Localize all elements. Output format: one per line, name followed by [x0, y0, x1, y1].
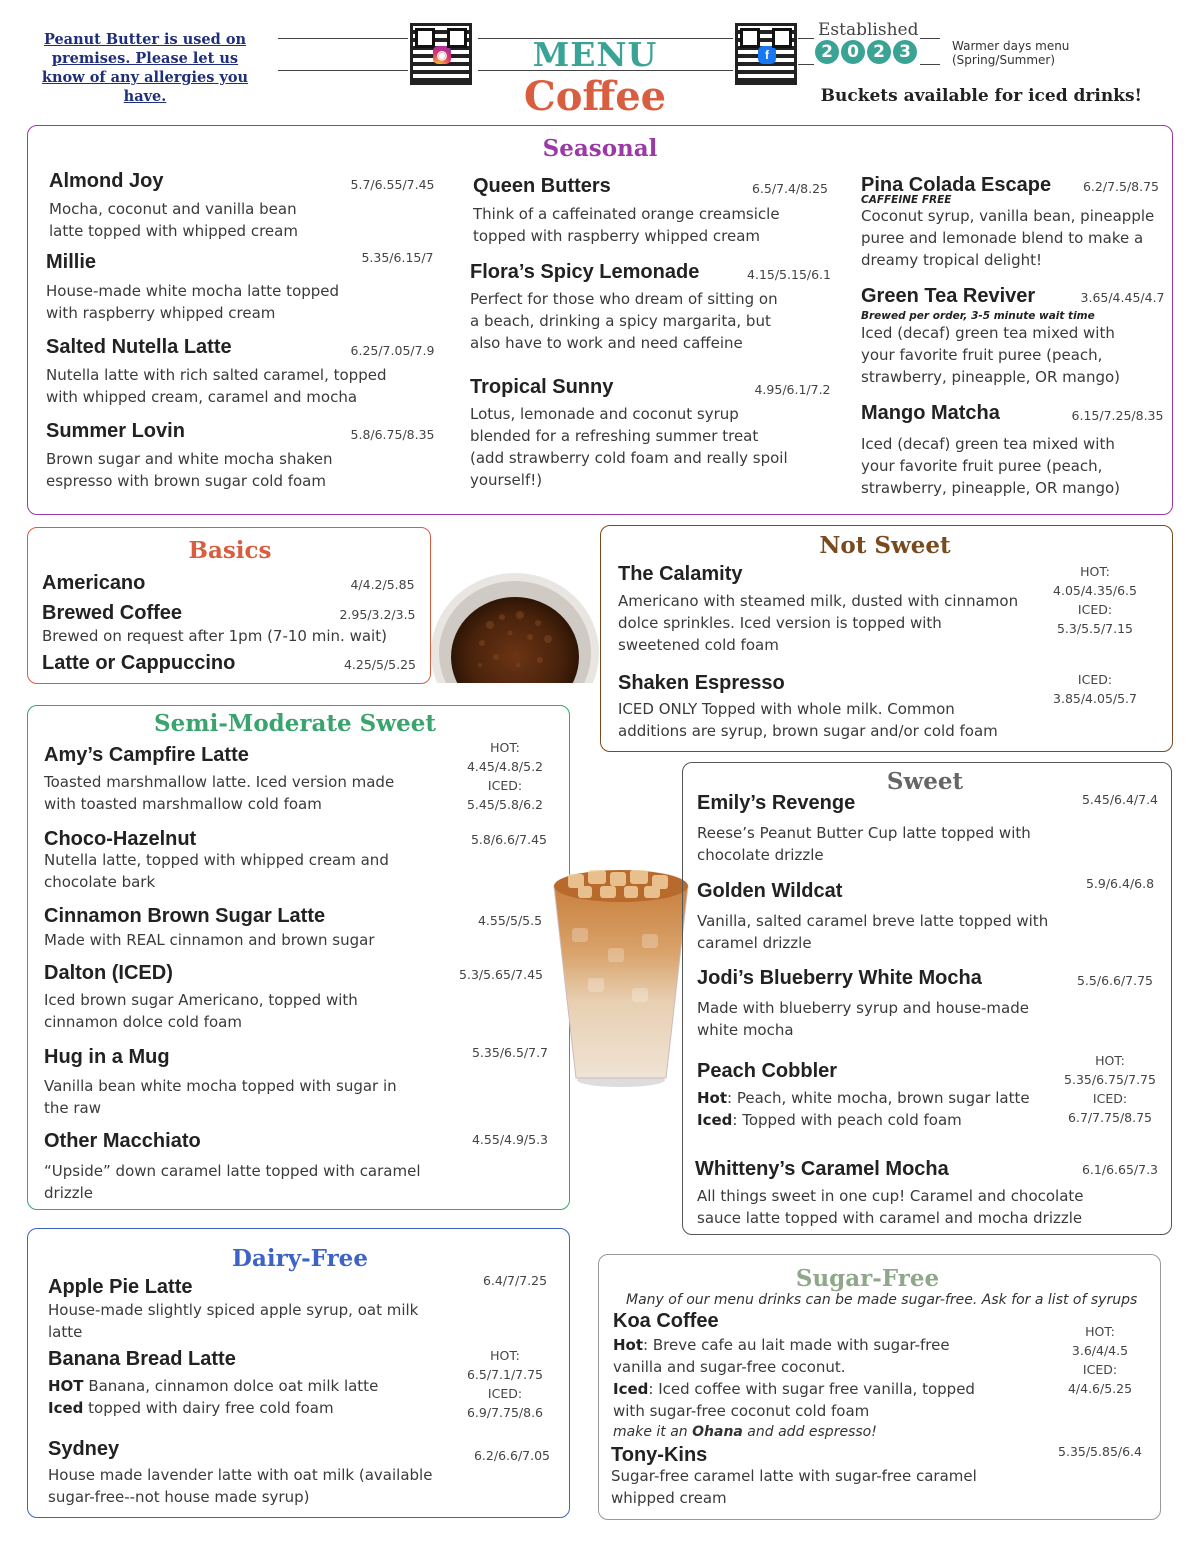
item-price: HOT: 6.5/7.1/7.75 ICED: 6.9/7.75/8.6 — [466, 1348, 543, 1420]
sweet-title: Sweet — [886, 768, 964, 795]
iced-desc: : Iced coffee with sugar free vanilla, topped with sugar-free coconut cold foam — [613, 1380, 975, 1420]
item-name: Tony-Kins — [611, 1444, 708, 1466]
hot-desc: : Breve cafe au lait made with sugar-free vanilla and sugar-free coconut. — [613, 1336, 950, 1376]
item-description — [697, 1087, 1057, 1131]
item-name: Apple Pie Latte — [48, 1276, 193, 1298]
iced-line — [613, 1378, 993, 1422]
season-note-line: (Spring/Summer) — [952, 53, 1056, 67]
item-description: Mocha, coconut and vanilla bean latte topped with whipped cream — [49, 200, 298, 240]
instagram-qr-code[interactable] — [410, 23, 472, 85]
hot-line — [613, 1334, 993, 1378]
item-tag: CAFFEINE FREE — [861, 194, 952, 206]
hot-desc: : Peach, white mocha, brown sugar latte — [727, 1089, 1030, 1107]
hot-coffee-image — [420, 565, 600, 683]
item-description: House made lavender latte with oat milk (available sugar-free--not house made syrup) — [48, 1466, 433, 1506]
item-name: Banana Bread Latte — [48, 1348, 236, 1370]
item-name: Jodi’s Blueberry White Mocha — [697, 967, 982, 989]
year-digit: 3 — [893, 40, 917, 64]
hot-line — [697, 1087, 1057, 1109]
item-price: 5.7/6.55/7.45 — [350, 177, 435, 192]
sugar-free-title: Sugar-Free — [795, 1265, 940, 1292]
item-description: Think of a caffeinated orange creamsicle topped with raspberry whipped cream — [473, 205, 780, 245]
item-name: Brewed Coffee — [42, 602, 183, 624]
ohana-note — [613, 1424, 877, 1440]
semi-moderate-sweet-title: Semi-Moderate Sweet — [154, 710, 436, 737]
item-name: Salted Nutella Latte — [46, 336, 232, 358]
item-price: 4.15/5.15/6.1 — [747, 267, 831, 282]
item-description: House-made white mocha latte topped with raspberry whipped cream — [46, 282, 340, 322]
header-rule — [798, 64, 814, 65]
item-name: Sydney — [48, 1438, 120, 1460]
item-name: Choco-Hazelnut — [44, 828, 197, 850]
item-price: 5.5/6.6/7.75 — [1076, 973, 1153, 988]
iced-line — [48, 1397, 448, 1419]
item-price: 4.55/4.9/5.3 — [471, 1132, 548, 1147]
item-price: 6.25/7.05/7.9 — [350, 343, 435, 358]
item-description: Vanilla bean white mocha topped with sugar in the raw — [44, 1077, 397, 1117]
iced-label: Iced — [48, 1399, 84, 1417]
item-description: “Upside” down caramel latte topped with caramel drizzle — [44, 1162, 421, 1202]
item-price: 3.65/4.45/4.7 — [1080, 290, 1165, 305]
item-price: 4.25/5/5.25 — [343, 657, 417, 672]
item-price: 6.4/7/7.25 — [482, 1273, 548, 1288]
year-digit: 2 — [867, 40, 891, 64]
facebook-qr-code[interactable] — [735, 23, 797, 85]
hot-desc: Banana, cinnamon dolce oat milk latte — [83, 1377, 379, 1395]
hot-label: Hot — [613, 1336, 644, 1354]
header-rule — [920, 38, 940, 39]
item-name: Summer Lovin — [46, 420, 185, 442]
item-name: Millie — [46, 251, 97, 273]
year-digit: 2 — [815, 40, 839, 64]
item-name: Emily’s Revenge — [697, 792, 856, 814]
item-name: Whitteny’s Caramel Mocha — [695, 1158, 949, 1180]
item-price: HOT: 5.35/6.75/7.75 ICED: 6.7/7.75/8.75 — [1064, 1053, 1156, 1125]
hot-label: HOT — [48, 1377, 84, 1395]
item-name: Dalton (ICED) — [44, 962, 173, 984]
item-name: Peach Cobbler — [697, 1060, 838, 1082]
item-description: Reese’s Peanut Butter Cup latte topped with chocolate drizzle — [697, 824, 1031, 864]
item-price: 4/4.2/5.85 — [350, 577, 415, 592]
iced-line — [697, 1109, 1057, 1131]
allergy-note: Peanut Butter is used on premises. Please let us know of any allergies you have. — [41, 31, 249, 105]
item-name: Latte or Cappuccino — [42, 652, 236, 674]
header-rule — [920, 64, 940, 65]
iced-desc: : Topped with peach cold foam — [732, 1111, 962, 1129]
item-price: 6.1/6.65/7.3 — [1081, 1162, 1158, 1177]
item-description: Iced (decaf) green tea mixed with your favorite fruit puree (peach, strawberry, pineapple, OR mango) — [861, 324, 1121, 386]
seasonal-title: Seasonal — [542, 135, 658, 162]
item-description: Iced (decaf) green tea mixed with your favorite fruit puree (peach, strawberry, pineapple, OR mango) — [861, 435, 1121, 497]
item-name: Koa Coffee — [613, 1310, 719, 1332]
item-description: Brewed on request after 1pm (7-10 min. wait) — [42, 627, 387, 645]
item-description: Nutella latte with rich salted caramel, topped with whipped cream, caramel and mocha — [46, 366, 387, 406]
item-description: Americano with steamed milk, dusted with cinnamon dolce sprinkles. Iced version is topped with sweetened cold foam — [618, 592, 1019, 654]
ohana-pre: make it an — [613, 1424, 693, 1440]
item-price: 6.15/7.25/8.35 — [1071, 408, 1164, 423]
item-description — [613, 1334, 993, 1422]
item-name: The Calamity — [618, 563, 743, 585]
item-name: Americano — [42, 572, 146, 594]
menu-title: MENU — [532, 35, 658, 74]
item-description: Iced brown sugar Americano, topped with cinnamon dolce cold foam — [44, 991, 358, 1031]
item-price: 4.95/6.1/7.2 — [754, 382, 831, 397]
header-rule — [798, 38, 814, 39]
item-price: 5.45/6.4/7.4 — [1081, 792, 1158, 807]
not-sweet-title: Not Sweet — [819, 532, 951, 559]
item-price: 6.2/7.5/8.75 — [1082, 179, 1159, 194]
instagram-icon: ◉ — [433, 46, 451, 64]
established-label: Established — [818, 20, 919, 40]
season-note-line: Warmer days menu — [952, 39, 1070, 53]
buckets-note: Buckets available for iced drinks! — [820, 86, 1142, 106]
item-name: Pina Colada Escape — [861, 174, 1052, 196]
item-description — [48, 1375, 448, 1419]
item-tag: Brewed per order, 3-5 minute wait time — [861, 310, 1095, 322]
item-description: Perfect for those who dream of sitting on a beach, drinking a spicy margarita, but also have to work and need caffeine — [470, 290, 778, 352]
item-price: 6.5/7.4/8.25 — [751, 181, 828, 196]
dairy-free-title: Dairy-Free — [232, 1245, 368, 1272]
iced-latte-image — [548, 858, 694, 1090]
item-description: Lotus, lemonade and coconut syrup blended for a refreshing summer treat (add strawberry cold foam and really spoil yourself!) — [470, 405, 788, 489]
basics-title: Basics — [188, 537, 272, 564]
item-price: 5.3/5.65/7.45 — [459, 967, 543, 982]
iced-label: Iced — [697, 1111, 733, 1129]
item-name: Green Tea Reviver — [861, 285, 1036, 307]
item-description: Sugar-free caramel latte with sugar-free caramel whipped cream — [611, 1467, 977, 1507]
item-description: Made with blueberry syrup and house-made white mocha — [697, 999, 1029, 1039]
sugar-free-note: Many of our menu drinks can be made sugar-free. Ask for a list of syrups — [626, 1292, 1138, 1308]
item-price: ICED: 3.85/4.05/5.7 — [1053, 672, 1137, 706]
facebook-icon: f — [758, 46, 776, 64]
item-price: 4.55/5/5.5 — [477, 913, 543, 928]
item-price: 5.35/6.15/7 — [361, 250, 434, 265]
hot-label: Hot — [697, 1089, 728, 1107]
item-name: Hug in a Mug — [44, 1046, 170, 1068]
header-rule — [278, 70, 408, 71]
item-price: 5.35/6.5/7.7 — [471, 1045, 548, 1060]
ohana-bold: Ohana — [692, 1424, 743, 1440]
item-name: Shaken Espresso — [618, 672, 785, 694]
item-description: All things sweet in one cup! Caramel and chocolate sauce latte topped with caramel and mocha drizzle — [697, 1187, 1084, 1227]
season-note — [952, 39, 1069, 67]
item-price: HOT: 4.05/4.35/6.5 ICED: 5.3/5.5/7.15 — [1053, 564, 1137, 636]
iced-label: Iced — [613, 1380, 649, 1398]
item-name: Flora’s Spicy Lemonade — [470, 261, 700, 283]
item-name: Cinnamon Brown Sugar Latte — [44, 905, 326, 927]
item-name: Golden Wildcat — [697, 880, 843, 902]
item-name: Mango Matcha — [861, 402, 1000, 424]
item-price: 6.2/6.6/7.05 — [473, 1448, 550, 1463]
item-description: House-made slightly spiced apple syrup, oat milk latte — [48, 1301, 419, 1341]
item-price: 5.9/6.4/6.8 — [1085, 876, 1155, 891]
header-rule — [278, 38, 408, 39]
item-name: Tropical Sunny — [470, 376, 614, 398]
item-description: Made with REAL cinnamon and brown sugar — [44, 931, 375, 949]
established-year — [815, 40, 917, 64]
item-description: Nutella latte, topped with whipped cream and chocolate bark — [44, 851, 389, 891]
item-price: 5.35/5.85/6.4 — [1058, 1444, 1142, 1459]
item-name: Almond Joy — [49, 170, 164, 192]
item-price: HOT: 3.6/4/4.5 ICED: 4/4.6/5.25 — [1067, 1324, 1133, 1396]
item-price: 5.8/6.75/8.35 — [350, 427, 435, 442]
item-description: Coconut syrup, vanilla bean, pineapple puree and lemonade blend to make a dreamy tropical delight! — [861, 207, 1155, 269]
item-description: ICED ONLY Topped with whole milk. Common additions are syrup, brown sugar and/or cold foam — [618, 700, 998, 740]
year-digit: 0 — [841, 40, 865, 64]
item-price: 5.8/6.6/7.45 — [470, 832, 547, 847]
item-name: Amy’s Campfire Latte — [44, 744, 249, 766]
item-description: Vanilla, salted caramel breve latte topped with caramel drizzle — [697, 912, 1049, 952]
item-description: Toasted marshmallow latte. Iced version made with toasted marshmallow cold foam — [44, 773, 395, 813]
ohana-post: and add espresso! — [742, 1424, 877, 1440]
item-name: Queen Butters — [473, 175, 611, 197]
coffee-title: Coffee — [523, 73, 667, 120]
hot-line — [48, 1375, 448, 1397]
item-description: Brown sugar and white mocha shaken espresso with brown sugar cold foam — [46, 450, 333, 490]
item-price: 2.95/3.2/3.5 — [339, 607, 416, 622]
item-price: HOT: 4.45/4.8/5.2 ICED: 5.45/5.8/6.2 — [466, 740, 543, 812]
iced-desc: topped with dairy free cold foam — [83, 1399, 334, 1417]
item-name: Other Macchiato — [44, 1130, 201, 1152]
